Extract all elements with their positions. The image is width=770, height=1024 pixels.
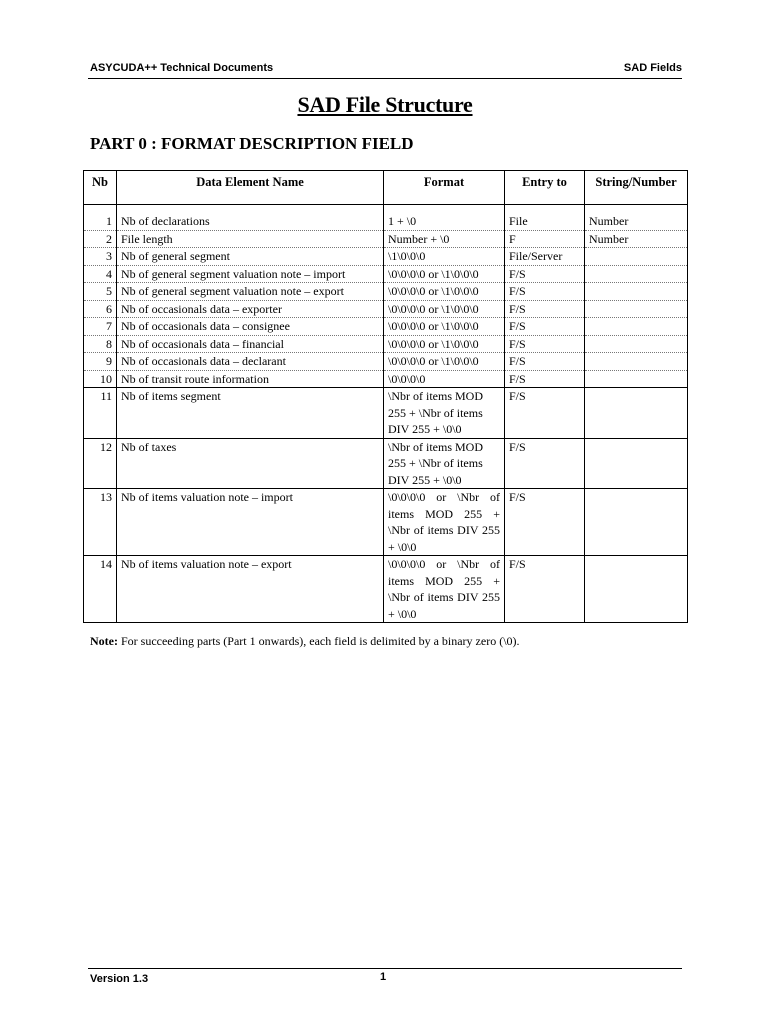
header-document-series: ASYCUDA++ Technical Documents [90,62,274,74]
cell-data-element-name: Nb of transit route information [117,370,384,388]
cell-format: \0\0\0\0 or \Nbr of items MOD 255 + \Nbr of items DIV 255 + \0\0 [384,489,505,556]
table-row [84,556,688,623]
cell-nb: 1 [84,213,117,230]
cell-data-element-name: File length [117,230,384,248]
note-label: Note: [90,634,118,648]
header-section-name: SAD Fields [623,62,682,74]
cell-format: \0\0\0\0 or \1\0\0\0 [384,318,505,336]
table-row [84,388,688,439]
cell-format: \0\0\0\0 or \1\0\0\0 [384,283,505,301]
table-row [84,370,688,388]
cell-data-element-name: Nb of occasionals data – exporter [117,300,384,318]
cell-nb: 4 [84,265,117,283]
page-number: 1 [380,971,387,983]
part-heading: PART 0 : FORMAT DESCRIPTION FIELD [90,134,414,153]
cell-string-number [585,438,688,489]
cell-string-number [585,556,688,623]
table-row [84,489,688,556]
cell-nb: 14 [84,556,117,623]
cell-entry-to: F/S [505,388,585,439]
cell-format: \Nbr of items MOD 255 + \Nbr of items DIV 255 + \0\0 [384,438,505,489]
table-row [84,353,688,371]
cell-format: Number + \0 [384,230,505,248]
cell-entry-to: F/S [505,556,585,623]
cell-string-number [585,283,688,301]
cell-data-element-name: Nb of taxes [117,438,384,489]
column-header-entry-to: Entry to [505,171,585,205]
cell-format: \0\0\0\0 or \1\0\0\0 [384,353,505,371]
cell-string-number [585,353,688,371]
cell-data-element-name: Nb of items valuation note – export [117,556,384,623]
table-row [84,283,688,301]
cell-entry-to: F/S [505,318,585,336]
cell-data-element-name: Nb of occasionals data – financial [117,335,384,353]
cell-format: \Nbr of items MOD 255 + \Nbr of items DIV 255 + \0\0 [384,388,505,439]
table-body [84,205,688,623]
cell-nb: 6 [84,300,117,318]
cell-format: \0\0\0\0 [384,370,505,388]
note-text: For succeeding parts (Part 1 onwards), each field is delimited by a binary zero (\0). [120,634,520,648]
footnote [90,634,520,649]
cell-entry-to: F/S [505,300,585,318]
cell-string-number [585,300,688,318]
cell-string-number [585,489,688,556]
cell-entry-to: F/S [505,265,585,283]
footer-version: Version 1.3 [90,973,149,985]
cell-string-number: Number [585,213,688,230]
table-row [84,438,688,489]
cell-data-element-name: Nb of declarations [117,213,384,230]
cell-data-element-name: Nb of items valuation note – import [117,489,384,556]
cell-entry-to: F/S [505,353,585,371]
cell-string-number [585,335,688,353]
cell-nb: 5 [84,283,117,301]
cell-data-element-name: Nb of general segment [117,248,384,266]
cell-entry-to: File [505,213,585,230]
cell-entry-to: F/S [505,335,585,353]
table-row [84,213,688,230]
cell-format: \1\0\0\0 [384,248,505,266]
cell-format: \0\0\0\0 or \1\0\0\0 [384,335,505,353]
cell-nb: 10 [84,370,117,388]
column-header-data-element-name: Data Element Name [117,171,384,205]
cell-string-number [585,318,688,336]
column-header-format: Format [384,171,505,205]
table-row [84,318,688,336]
table-row [84,300,688,318]
cell-format: 1 + \0 [384,213,505,230]
cell-data-element-name: Nb of general segment valuation note – export [117,283,384,301]
table-header-row [84,171,688,205]
column-header-string-number: String/Number [585,171,688,205]
page-title: SAD File Structure [297,92,473,117]
cell-data-element-name: Nb of items segment [117,388,384,439]
cell-string-number: Number [585,230,688,248]
cell-entry-to: F/S [505,489,585,556]
column-header-nb: Nb [84,171,117,205]
cell-nb: 2 [84,230,117,248]
table-row [84,265,688,283]
cell-nb: 7 [84,318,117,336]
cell-format: \0\0\0\0 or \1\0\0\0 [384,265,505,283]
cell-string-number [585,388,688,439]
cell-data-element-name: Nb of general segment valuation note – import [117,265,384,283]
cell-entry-to: F [505,230,585,248]
cell-entry-to: F/S [505,283,585,301]
cell-nb: 8 [84,335,117,353]
cell-format: \0\0\0\0 or \1\0\0\0 [384,300,505,318]
cell-format: \0\0\0\0 or \Nbr of items MOD 255 + \Nbr of items DIV 255 + \0\0 [384,556,505,623]
cell-entry-to: F/S [505,370,585,388]
cell-string-number [585,265,688,283]
cell-nb: 13 [84,489,117,556]
cell-nb: 3 [84,248,117,266]
table-row [84,248,688,266]
table-spacer-row [84,205,688,214]
cell-nb: 9 [84,353,117,371]
cell-entry-to: F/S [505,438,585,489]
footer-divider [88,968,682,969]
table-row [84,335,688,353]
cell-data-element-name: Nb of occasionals data – consignee [117,318,384,336]
cell-string-number [585,248,688,266]
cell-nb: 12 [84,438,117,489]
table-row [84,230,688,248]
cell-nb: 11 [84,388,117,439]
cell-entry-to: File/Server [505,248,585,266]
cell-string-number [585,370,688,388]
header-divider [88,78,682,79]
format-description-table [83,170,688,623]
cell-data-element-name: Nb of occasionals data – declarant [117,353,384,371]
